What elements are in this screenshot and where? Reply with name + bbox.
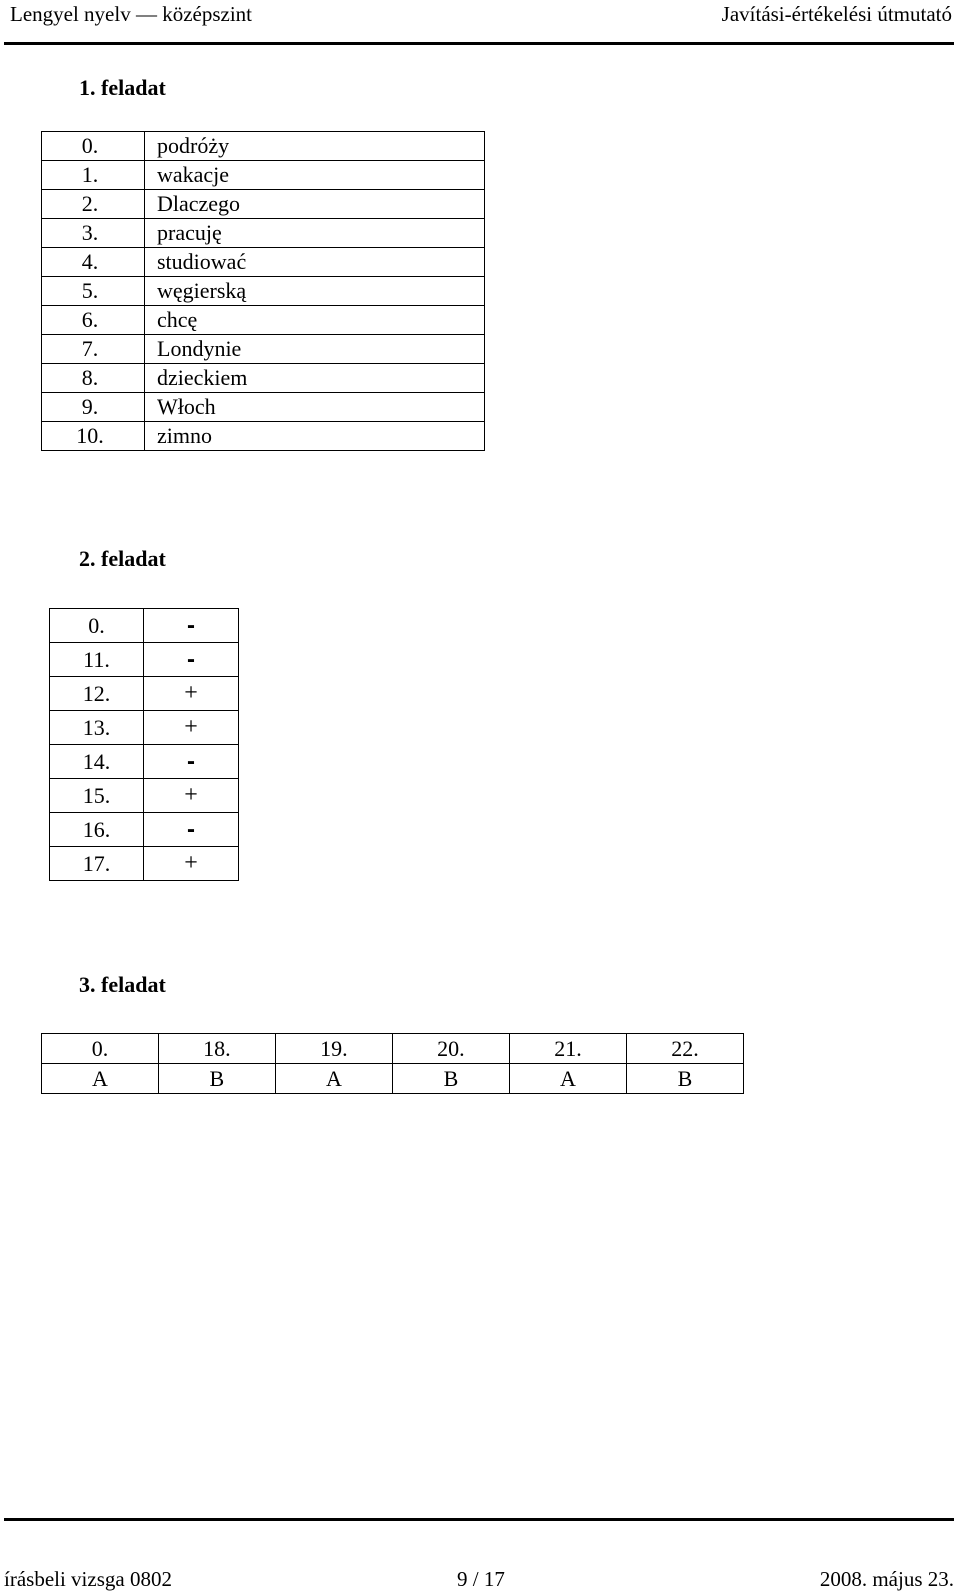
answer-word: Londynie xyxy=(145,335,485,364)
item-number: 11. xyxy=(50,643,144,677)
answer-letter: A xyxy=(509,1064,626,1094)
answer-word: zimno xyxy=(145,422,485,451)
answer-mark: - xyxy=(144,745,239,779)
task3-title: 3. feladat xyxy=(79,972,166,997)
item-number: 14. xyxy=(50,745,144,779)
item-number: 22. xyxy=(626,1034,743,1064)
item-number: 19. xyxy=(275,1034,392,1064)
table-row xyxy=(42,422,485,451)
task1-answer-table xyxy=(41,131,485,451)
answer-mark: - xyxy=(144,609,239,643)
task3-answer-table xyxy=(41,1033,744,1094)
answer-word: wakacje xyxy=(145,161,485,190)
item-number: 1. xyxy=(42,161,145,190)
answer-mark: + xyxy=(144,779,239,813)
answer-word: Włoch xyxy=(145,393,485,422)
table-row xyxy=(42,335,485,364)
table-row xyxy=(42,161,485,190)
answer-mark: + xyxy=(144,677,239,711)
answer-word: studiować xyxy=(145,248,485,277)
page-footer xyxy=(4,1518,954,1592)
answer-word: dzieckiem xyxy=(145,364,485,393)
answer-letter: B xyxy=(158,1064,275,1094)
item-number: 15. xyxy=(50,779,144,813)
answer-word: pracuję xyxy=(145,219,485,248)
table-row xyxy=(50,711,239,745)
table-row-numbers xyxy=(42,1034,744,1064)
answer-word: chcę xyxy=(145,306,485,335)
table-row xyxy=(50,677,239,711)
answer-letter: B xyxy=(392,1064,509,1094)
table-row xyxy=(42,132,485,161)
task2-title: 2. feladat xyxy=(79,546,166,571)
answer-word: podróży xyxy=(145,132,485,161)
item-number: 8. xyxy=(42,364,145,393)
answer-letter: A xyxy=(275,1064,392,1094)
item-number: 4. xyxy=(42,248,145,277)
footer-page-number: 9 / 17 xyxy=(457,1567,505,1591)
item-number: 20. xyxy=(392,1034,509,1064)
item-number: 9. xyxy=(42,393,145,422)
table-row xyxy=(42,306,485,335)
header-document-type: Javítási-értékelési útmutató xyxy=(721,2,952,26)
item-number: 10. xyxy=(42,422,145,451)
item-number: 0. xyxy=(42,1034,159,1064)
answer-mark: + xyxy=(144,847,239,881)
table-row xyxy=(50,609,239,643)
item-number: 18. xyxy=(158,1034,275,1064)
item-number: 5. xyxy=(42,277,145,306)
table-row xyxy=(42,190,485,219)
item-number: 21. xyxy=(509,1034,626,1064)
answer-mark: - xyxy=(144,813,239,847)
table-row xyxy=(50,813,239,847)
answer-mark: + xyxy=(144,711,239,745)
item-number: 2. xyxy=(42,190,145,219)
item-number: 3. xyxy=(42,219,145,248)
item-number: 0. xyxy=(50,609,144,643)
footer-exam-code: írásbeli vizsga 0802 xyxy=(4,1567,172,1591)
table-row xyxy=(42,277,485,306)
table-row xyxy=(50,847,239,881)
answer-letter: B xyxy=(626,1064,743,1094)
table-row xyxy=(50,779,239,813)
header-subject: Lengyel nyelv — középszint xyxy=(10,2,253,26)
answer-word: węgierską xyxy=(145,277,485,306)
table-row xyxy=(50,643,239,677)
item-number: 17. xyxy=(50,847,144,881)
table-row xyxy=(42,219,485,248)
page-header xyxy=(4,0,954,45)
item-number: 0. xyxy=(42,132,145,161)
footer-date: 2008. május 23. xyxy=(819,1567,954,1591)
item-number: 7. xyxy=(42,335,145,364)
table-row-answers xyxy=(42,1064,744,1094)
answer-mark: - xyxy=(144,643,239,677)
item-number: 13. xyxy=(50,711,144,745)
task1-title: 1. feladat xyxy=(79,75,166,100)
answer-letter: A xyxy=(42,1064,159,1094)
item-number: 6. xyxy=(42,306,145,335)
table-row xyxy=(50,745,239,779)
table-row xyxy=(42,393,485,422)
item-number: 12. xyxy=(50,677,144,711)
task2-answer-table xyxy=(49,608,239,881)
item-number: 16. xyxy=(50,813,144,847)
answer-word: Dlaczego xyxy=(145,190,485,219)
table-row xyxy=(42,248,485,277)
table-row xyxy=(42,364,485,393)
